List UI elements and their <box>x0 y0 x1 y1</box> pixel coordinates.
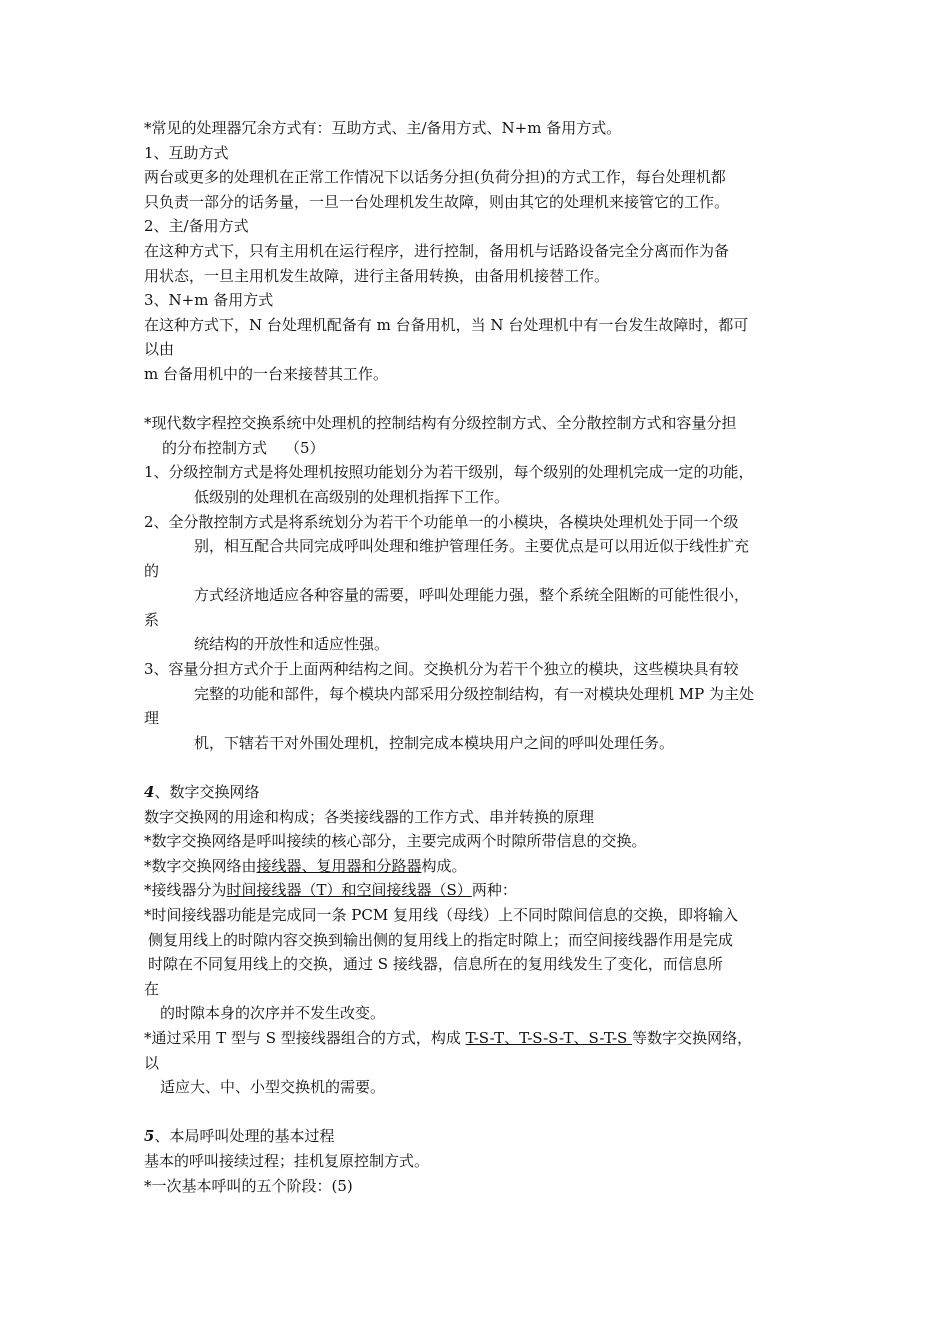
underlined-term: 时间接线器（T）和空间接线器（S） <box>226 881 472 900</box>
bullet-continuation: 的时隙本身的次序并不发生改变。 <box>160 1004 386 1023</box>
paragraph-line: 两台或更多的处理机在正常工作情况下以话务分担(负荷分担)的方式工作，每台处理机都 <box>144 168 726 187</box>
redundancy-intro: *常见的处理器冗余方式有：互助方式、主/备用方式、N+m 备用方式。 <box>144 119 622 137</box>
item-continuation: 统结构的开放性和适应性强。 <box>194 635 390 654</box>
paragraph-line: 用状态，一旦主用机发生故障，进行主备用转换，由备用机接替工作。 <box>144 266 610 285</box>
heading-n-plus-m: 3、N+m 备用方式 <box>144 291 274 310</box>
item-continuation: 机，下辖若干对外围处理机，控制完成本模块用户之间的呼叫处理任务。 <box>194 733 675 752</box>
paragraph-line: 只负责一部分的话务量，一旦一台处理机发生故障，则由其它的处理机来接管它的工作。 <box>144 192 730 211</box>
item-fully-distributed: 2、全分散控制方式是将系统划分为若干个功能单一的小模块，各模块处理机处于同一个级 <box>144 512 739 531</box>
bullet-line: *数字交换网络是呼叫接续的核心部分，主要完成两个时隙所带信息的交换。 <box>144 832 647 851</box>
bullet-line: *一次基本呼叫的五个阶段：(5) <box>144 1176 353 1195</box>
item-continuation: 别，相互配合共同完成呼叫处理和维护管理任务。主要优点是可以用近似于线性扩充 <box>194 537 750 556</box>
bullet-text: *数字交换网络由 <box>144 856 257 875</box>
section-gap <box>144 387 814 412</box>
document-body <box>144 116 814 1198</box>
control-structure-intro-cont <box>144 436 814 461</box>
section-gap <box>144 755 814 780</box>
item-capacity-sharing: 3、容量分担方式介于上面两种结构之间。交换机分为若干个独立的模块，这些模块具有较 <box>144 660 739 679</box>
bullet-line <box>144 1026 814 1051</box>
paragraph-line: 以由 <box>144 340 175 359</box>
bullet-text: *通过采用 T 型与 S 型接线器组合的方式，构成 <box>144 1028 466 1047</box>
bullet-line <box>144 854 814 879</box>
bullet-text: 两种： <box>471 881 517 900</box>
item-continuation: 低级别的处理机在高级别的处理机指挥下工作。 <box>194 487 510 506</box>
section-subtitle: 数字交换网的用途和构成；各类接线器的工作方式、串并转换的原理 <box>144 807 595 826</box>
item-continuation: 完整的功能和部件，每个模块内部采用分级控制结构，有一对模块处理机 MP 为主处 <box>194 684 754 703</box>
section-number: 4 <box>144 783 155 802</box>
bullet-continuation: 时隙在不同复用线上的交换，通过 S 接线器，信息所在的复用线发生了变化，而信息所 <box>148 955 723 974</box>
bullet-text: *接线器分为 <box>144 881 227 900</box>
heading-mutual-aid: 1、互助方式 <box>144 143 229 162</box>
section-number: 5 <box>144 1127 155 1146</box>
section-title: 、本局呼叫处理的基本过程 <box>154 1127 335 1146</box>
bullet-text: 等数字交换网络， <box>632 1028 753 1047</box>
bullet-wrap: 以 <box>144 1053 160 1072</box>
item-wrap: 理 <box>144 709 160 728</box>
item-continuation: 方式经济地适应各种容量的需要，呼叫处理能力强，整个系统全阻断的可能性很小， <box>194 586 750 605</box>
bullet-wrap: 在 <box>144 979 160 998</box>
intro-text: 的分布控制方式 <box>162 438 268 457</box>
item-hierarchical: 1、分级控制方式是将处理机按照功能划分为若干级别，每个级别的处理机完成一定的功能， <box>144 463 754 482</box>
item-wrap: 系 <box>144 610 160 629</box>
section-heading-5 <box>144 1124 814 1149</box>
paragraph-line: 在这种方式下，N 台处理机配备有 m 台备用机，当 N 台处理机中有一台发生故障时，都可 <box>144 315 749 334</box>
bullet-line <box>144 878 814 903</box>
bullet-continuation: 适应大、中、小型交换机的需要。 <box>160 1078 386 1097</box>
section-subtitle: 基本的呼叫接续过程；挂机复原控制方式。 <box>144 1151 430 1170</box>
bullet-text: 构成。 <box>421 856 467 875</box>
paragraph-line: m 台备用机中的一台来接替其工作。 <box>144 364 388 383</box>
score-note: （5） <box>285 438 325 457</box>
control-structure-intro: *现代数字程控交换系统中处理机的控制结构有分级控制方式、全分散控制方式和容量分担 <box>144 414 737 433</box>
heading-master-standby: 2、主/备用方式 <box>144 217 249 236</box>
section-heading-4 <box>144 780 814 805</box>
bullet-line: *时间接线器功能是完成同一条 PCM 复用线（母线）上不同时隙间信息的交换，即将输入 <box>144 906 738 924</box>
section-title: 、数字交换网络 <box>154 783 260 802</box>
paragraph-line: 在这种方式下，只有主用机在运行程序，进行控制，备用机与话路设备完全分离而作为备 <box>144 241 730 260</box>
underlined-term: 接线器、复用器和分路器 <box>256 856 422 875</box>
underlined-term: T-S-T、T-S-S-T、S-T-S <box>465 1028 633 1047</box>
bullet-continuation: 侧复用线上的时隙内容交换到输出侧的复用线上的指定时隙上；而空间接线器作用是完成 <box>148 930 734 949</box>
section-gap <box>144 1100 814 1125</box>
item-wrap: 的 <box>144 561 160 580</box>
